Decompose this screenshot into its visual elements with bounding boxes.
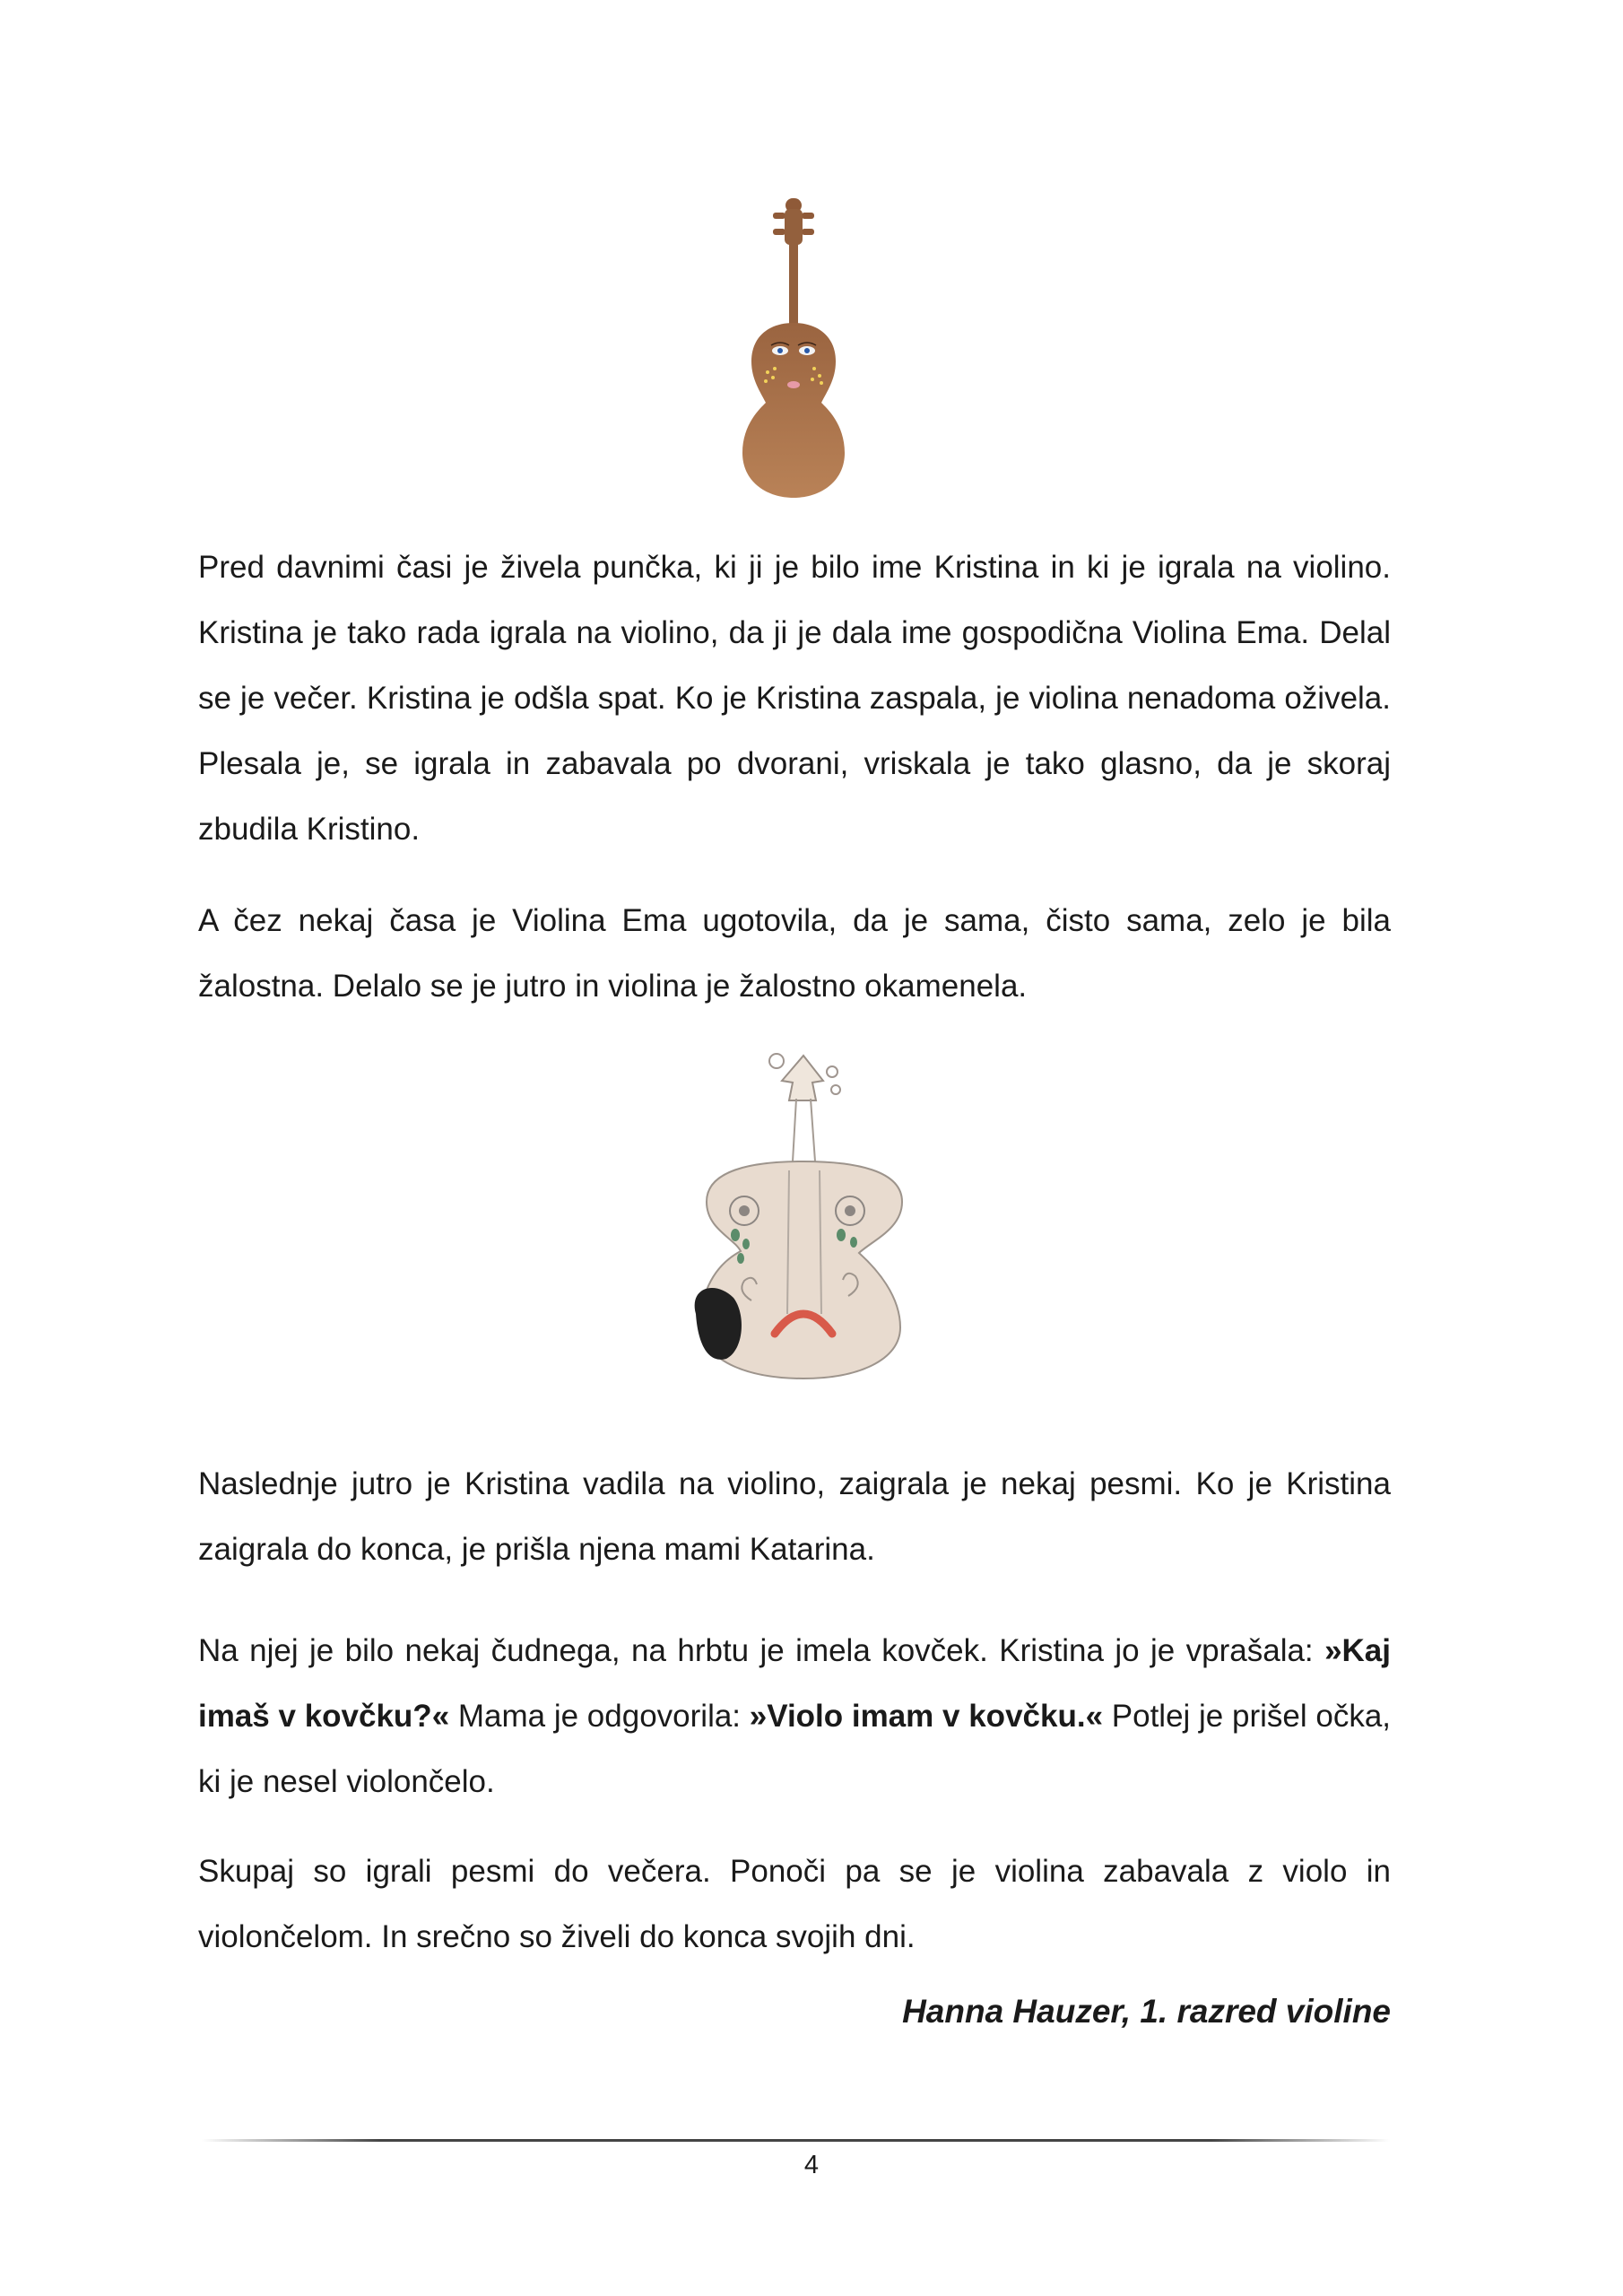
paragraph-text: A čez nekaj časa je Violina Ema ugotovila, da je sama, čisto sama, zelo je bila žalostna. Delalo se je jutro in violina je žalostno okamenela. xyxy=(198,903,1391,1004)
dialogue-quote: »Kaj imaš v kovčku?« xyxy=(198,1633,1391,1734)
story-paragraph-3 xyxy=(198,1451,1391,1582)
paragraph-text-part: Mama je odgovorila: xyxy=(449,1699,750,1734)
paragraph-text: Naslednje jutro je Kristina vadila na violino, zaigrala je nekaj pesmi. Ko je Kristina zaigrala do konca, je prišla njena mami Katarina. xyxy=(198,1466,1391,1567)
story-paragraph-2 xyxy=(198,888,1391,1019)
footer-divider xyxy=(202,2139,1390,2143)
paragraph-text: Skupaj so igrali pesmi do večera. Ponoči pa se je violina zabavala z violo in violončelom. In srečno so živeli do konca svojih dni. xyxy=(198,1854,1391,1954)
story-paragraph-1 xyxy=(198,535,1391,862)
paragraph-text-part: Na njej je bilo nekaj čudnega, na hrbtu je imela kovček. Kristina jo je vprašala: xyxy=(198,1633,1325,1668)
paragraph-text xyxy=(198,1618,1391,1814)
story-paragraph-4 xyxy=(198,1618,1391,1814)
page-number: 4 xyxy=(803,2151,820,2179)
story-paragraph-5 xyxy=(198,1839,1391,1970)
dialogue-quote: »Violo imam v kovčku.« xyxy=(749,1699,1104,1734)
paragraph-text: Pred davnimi časi je živela punčka, ki ji je bilo ime Kristina in ki je igrala na violino. Kristina je tako rada igrala na violino, da ji je dala ime gospodična Violina Ema. Delal se je večer. Kristina je odšla spat. Ko je Kristina zaspala, je violina nenadoma oživela. Plesala je, se igrala in zabavala po dvorani, vriskala je tako glasno, da je skoraj zbudila Kristino. xyxy=(198,550,1391,847)
happy-violin-illustration xyxy=(726,193,861,502)
author-signature: Hanna Hauzer, 1. razred violine xyxy=(902,1993,1391,2030)
paragraph-text-part: Potlej je prišel očka, ki je nesel violončelo. xyxy=(198,1699,1392,1799)
sad-violin-drawing xyxy=(689,1045,922,1390)
